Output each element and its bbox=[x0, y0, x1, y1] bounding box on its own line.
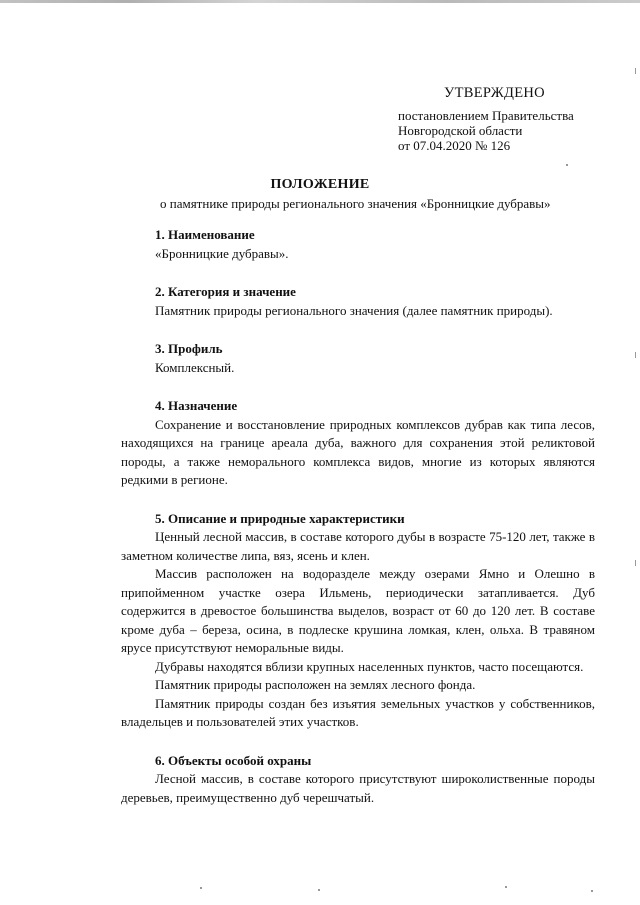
section-description bbox=[121, 510, 595, 732]
section-paragraph: Комплексный. bbox=[155, 359, 235, 375]
section-paragraph: Лесной массив, в составе которого присутствуют широколиственные породы деревьев, преимущественно дуб черешчатый. bbox=[121, 771, 595, 805]
section-paragraph: Ценный лесной массив, в составе которого дубы в возрасте 75-120 лет, также в заметном количестве липа, вяз, ясень и клен. bbox=[121, 529, 595, 563]
section-heading: 1. Наименование bbox=[155, 227, 255, 242]
section-paragraph: Памятник природы создан без изъятия земельных участков у собственников, владельцев и пользователей этих участков. bbox=[121, 695, 595, 729]
approval-stamp bbox=[398, 86, 628, 153]
approval-line-2: Новгородской области bbox=[398, 123, 523, 138]
section-purpose bbox=[121, 397, 595, 490]
section-paragraph: Дубравы находятся вблизи крупных населенных пунктов, часто посещаются. bbox=[155, 658, 584, 674]
section-paragraph: Памятник природы расположен на землях лесного фонда. bbox=[155, 677, 476, 692]
scan-speck bbox=[591, 890, 593, 892]
scan-edge-mark bbox=[635, 352, 636, 358]
section-paragraph: Памятник природы регионального значения (далее памятник природы). bbox=[155, 302, 553, 318]
section-heading: 3. Профиль bbox=[155, 341, 223, 356]
document-body bbox=[121, 226, 595, 827]
section-name bbox=[121, 226, 595, 263]
section-heading: 2. Категория и значение bbox=[155, 284, 296, 299]
approval-title: УТВЕРЖДЕНО bbox=[444, 85, 545, 101]
scan-edge-mark bbox=[635, 560, 636, 566]
scan-speck bbox=[200, 887, 202, 889]
scan-speck bbox=[505, 886, 507, 888]
section-heading: 5. Описание и природные характеристики bbox=[155, 510, 405, 526]
section-paragraph: «Бронницкие дубравы». bbox=[155, 245, 289, 261]
section-category bbox=[121, 283, 595, 320]
scan-speck bbox=[318, 889, 320, 891]
section-paragraph: Массив расположен на водоразделе между озерами Ямно и Олешно в припойменном участке озера Ильмень, периодически затапливается. Дуб содержится в древостое большинства выделов, возраст от 60 до 120 лет. В составе кроме дуба – береза, осина, в подлеске крушина ломкая, клен, ольха. В травяном ярусе присутствуют неморальные виды. bbox=[121, 566, 595, 655]
section-heading: 6. Объекты особой охраны bbox=[155, 752, 312, 768]
scan-speck bbox=[566, 164, 568, 166]
section-profile bbox=[121, 340, 595, 377]
scan-edge-mark bbox=[635, 68, 636, 74]
document-title: ПОЛОЖЕНИЕ bbox=[270, 177, 370, 192]
document-subtitle: о памятнике природы регионального значения «Бронницкие дубравы» bbox=[160, 196, 551, 211]
section-paragraph: Сохранение и восстановление природных комплексов дубрав как типа лесов, находящихся на границе ареала дуба, важного для сохранения этой реликтовой породы, а также неморального комплекса видов, многие из которых являются редкими в регионе. bbox=[121, 416, 595, 487]
approval-line-1: постановлением Правительства bbox=[398, 108, 574, 123]
section-protected-objects bbox=[121, 752, 595, 808]
approval-line-3: от 07.04.2020 № 126 bbox=[398, 138, 511, 153]
section-heading: 4. Назначение bbox=[155, 398, 238, 413]
